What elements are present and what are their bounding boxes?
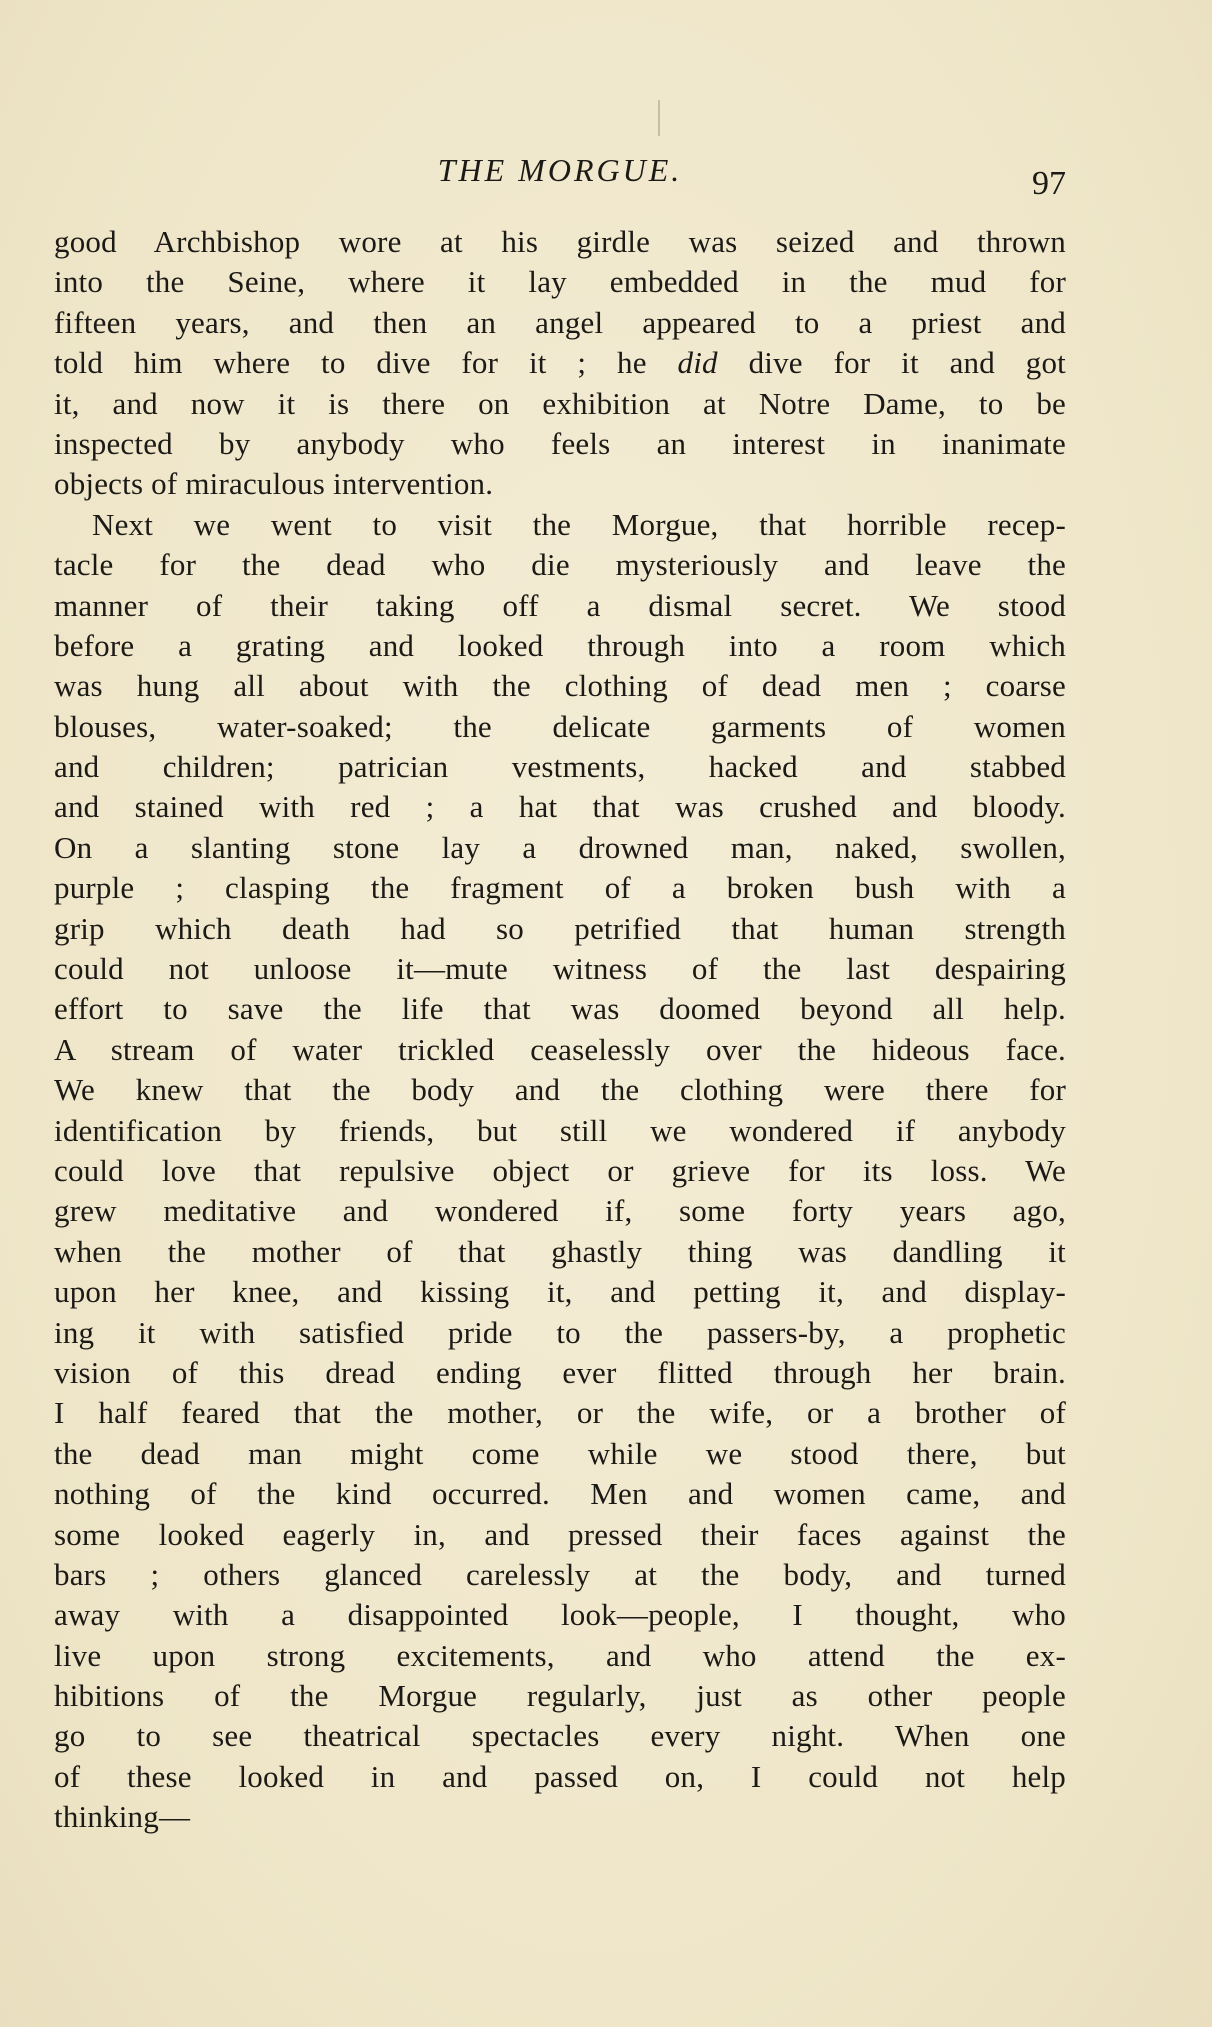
text-line: manner of their taking off a dismal secret. We stood — [54, 587, 1066, 623]
text-line: fifteen years, and then an angel appeared to a priest and — [54, 304, 1066, 340]
text-line: identification by friends, but still we wondered if anybody — [54, 1112, 1066, 1148]
text-line: purple ; clasping the fragment of a broken bush with a — [54, 870, 1066, 906]
text-line: was hung all about with the clothing of dead men ; coarse — [54, 668, 1066, 704]
text-line: objects of miraculous intervention. — [54, 466, 494, 502]
text-line: the dead man might come while we stood there, but — [54, 1435, 1066, 1471]
text-line: nothing of the kind occurred. Men and women came, and — [54, 1476, 1066, 1512]
text-line: blouses, water-soaked; the delicate garments of women — [54, 708, 1066, 744]
text-line: into the Seine, where it lay embedded in the mud for — [54, 264, 1066, 300]
text-line: bars ; others glanced carelessly at the body, and turned — [54, 1556, 1066, 1592]
italic-word: did — [677, 345, 718, 381]
text-line: away with a disappointed look—people, I thought, who — [54, 1597, 1066, 1633]
text-line: and children; patrician vestments, hacked and stabbed — [54, 749, 1066, 785]
page-header — [54, 150, 1066, 200]
text-line: vision of this dread ending ever flitted through her brain. — [54, 1354, 1066, 1390]
text-line: tacle for the dead who die mysteriously and leave the — [54, 547, 1066, 583]
text-line: A stream of water trickled ceaselessly over the hideous face. — [54, 1031, 1066, 1067]
body-text — [54, 222, 1066, 1838]
text-line: I half feared that the mother, or the wife, or a brother of — [54, 1395, 1066, 1431]
text-line: of these looked in and passed on, I could not help — [54, 1758, 1066, 1794]
running-title: THE MORGUE. — [437, 152, 683, 188]
page-number: 97 — [1032, 165, 1066, 202]
text-line: before a grating and looked through into a room which — [54, 627, 1066, 663]
text-line: it, and now it is there on exhibition at Notre Dame, to be — [54, 385, 1066, 421]
text-line: could love that repulsive object or grieve for its loss. We — [54, 1152, 1066, 1188]
text-line: Next we went to visit the Morgue, that horrible recep- — [92, 506, 1066, 542]
text-line — [54, 343, 1066, 383]
text-line: live upon strong excitements, and who attend the ex- — [54, 1637, 1066, 1673]
text-line: inspected by anybody who feels an interest in inanimate — [54, 425, 1066, 461]
text-line: could not unloose it—mute witness of the last despairing — [54, 951, 1066, 987]
text-line: On a slanting stone lay a drowned man, naked, swollen, — [54, 829, 1066, 865]
text-line: effort to save the life that was doomed beyond all help. — [54, 991, 1066, 1027]
text-segment: dive for it and got — [717, 345, 1066, 381]
text-line: ing it with satisfied pride to the passers-by, a prophetic — [54, 1314, 1066, 1350]
text-line: and stained with red ; a hat that was crushed and bloody. — [54, 789, 1066, 825]
text-line: thinking— — [54, 1799, 191, 1835]
text-line: good Archbishop wore at his girdle was seized and thrown — [54, 224, 1066, 259]
text-line: when the mother of that ghastly thing was dandling it — [54, 1233, 1066, 1269]
text-line: hibitions of the Morgue regularly, just as other people — [54, 1678, 1066, 1714]
text-line: some looked eagerly in, and pressed their faces against the — [54, 1516, 1066, 1552]
text-line: upon her knee, and kissing it, and petting it, and display- — [54, 1274, 1066, 1310]
text-line: We knew that the body and the clothing were there for — [54, 1072, 1066, 1108]
text-line: go to see theatrical spectacles every night. When one — [54, 1718, 1066, 1754]
page-mark — [658, 100, 660, 136]
text-line: grew meditative and wondered if, some forty years ago, — [54, 1193, 1066, 1229]
text-segment: told him where to dive for it ; he — [54, 345, 678, 381]
text-line: grip which death had so petrified that human strength — [54, 910, 1066, 946]
